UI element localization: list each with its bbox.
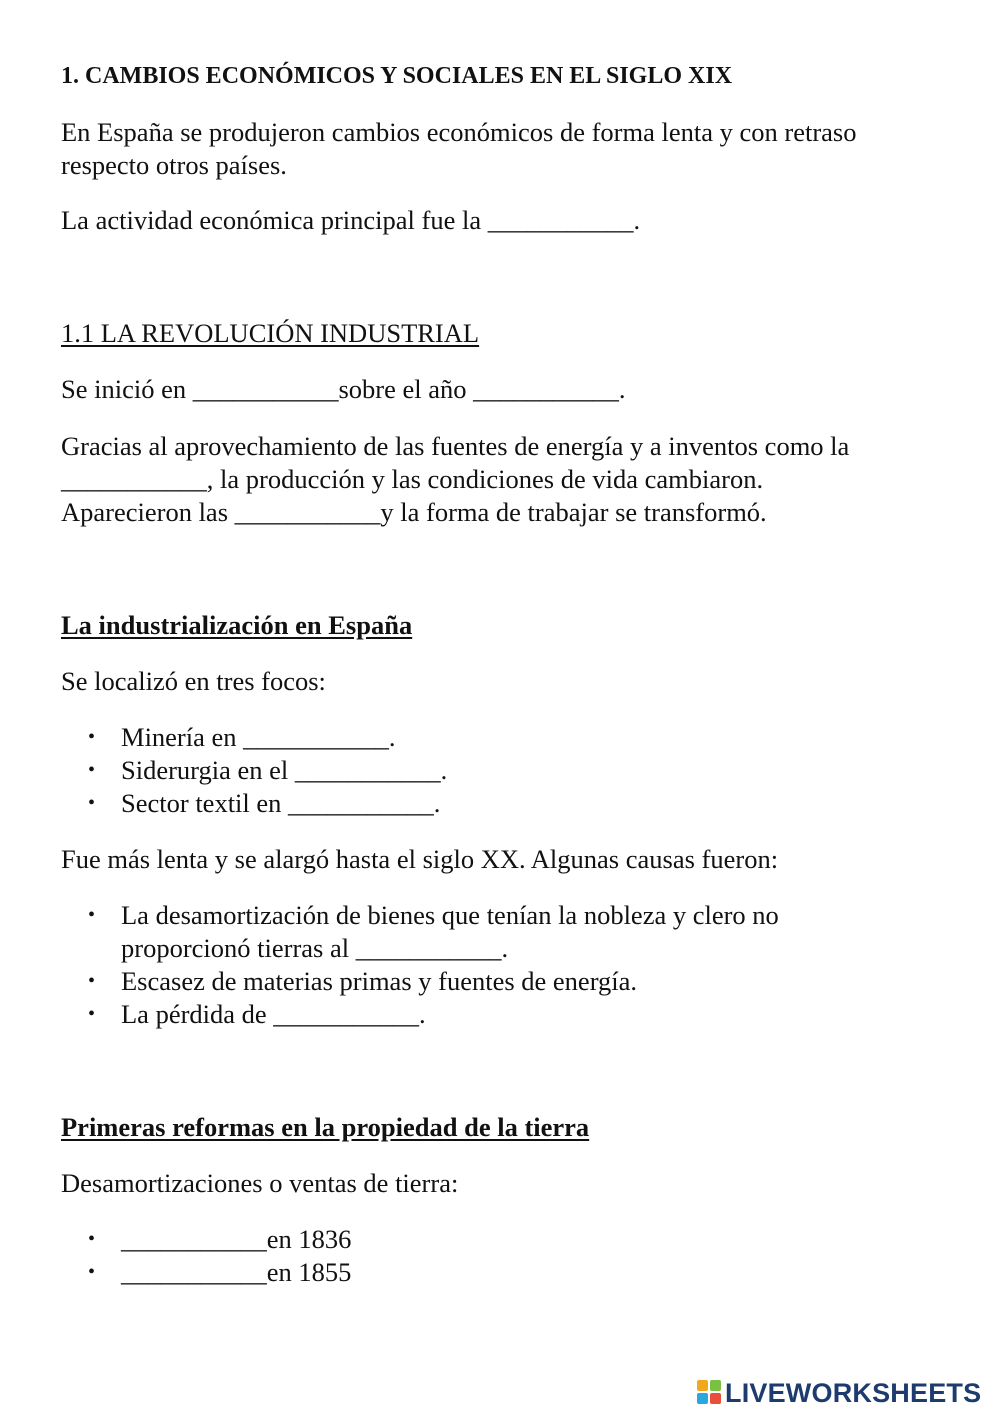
causas-intro: Fue más lenta y se alargó hasta el siglo XX. Algunas causas fueron: <box>61 844 779 874</box>
logo-square <box>710 1393 721 1404</box>
gracias-line-3: Aparecieron las ___________y la forma de trabajar se transformó. <box>61 497 767 527</box>
causas-list <box>61 899 779 1031</box>
logo-square <box>697 1380 708 1391</box>
gracias-line-2: ___________, la producción y las condiciones de vida cambiaron. <box>61 464 764 494</box>
list-item: • La desamortización de bienes que tenían la nobleza y clero no <box>88 900 779 930</box>
bullet-icon: • <box>88 1261 96 1283</box>
bullet-icon: • <box>88 1003 96 1025</box>
section-title-revolucion: 1.1 LA REVOLUCIÓN INDUSTRIAL <box>61 318 480 348</box>
list-item-continuation: proporcionó tierras al ___________. <box>121 933 509 963</box>
list-item: • ___________en 1855 <box>88 1257 352 1287</box>
gracias-line-1: Gracias al aprovechamiento de las fuentes de energía y a inventos como la <box>61 431 850 461</box>
intro-line-1: En España se produjeron cambios económicos de forma lenta y con retraso <box>61 117 857 147</box>
list-item: • Minería en ___________. <box>88 722 396 752</box>
logo-square <box>710 1380 721 1391</box>
list-item: • Escasez de materias primas y fuentes de energía. <box>88 966 638 996</box>
logo-square <box>697 1393 708 1404</box>
bullet-icon: • <box>88 759 96 781</box>
started-line: Se inició en ___________sobre el año ___________. <box>61 374 626 404</box>
intro-line-2: respecto otros países. <box>61 150 287 180</box>
liveworksheets-logo[interactable] <box>697 1376 981 1410</box>
bullet-icon: • <box>88 726 96 748</box>
bullet-icon: • <box>88 970 96 992</box>
desamortizaciones-intro: Desamortizaciones o ventas de tierra: <box>61 1168 459 1198</box>
list-item: • Siderurgia en el ___________. <box>88 755 448 785</box>
bullet-icon: • <box>88 1228 96 1250</box>
desamortizaciones-list <box>61 1223 351 1289</box>
activity-line: La actividad económica principal fue la ___________. <box>61 205 641 235</box>
section-title-reformas: Primeras reformas en la propiedad de la tierra <box>61 1112 590 1142</box>
section-title-industrializacion: La industrialización en España <box>61 610 413 640</box>
list-item: • La pérdida de ___________. <box>88 999 426 1029</box>
bullet-icon: • <box>88 792 96 814</box>
focos-intro: Se localizó en tres focos: <box>61 666 326 696</box>
main-heading: 1. CAMBIOS ECONÓMICOS Y SOCIALES EN EL SIGLO XIX <box>61 63 733 89</box>
list-item: • ___________en 1836 <box>88 1224 352 1254</box>
liveworksheets-logo-icon <box>697 1380 723 1406</box>
list-item: • Sector textil en ___________. <box>88 788 441 818</box>
liveworksheets-logo-text: LIVEWORKSHEETS <box>725 1377 982 1408</box>
bullet-icon: • <box>88 904 96 926</box>
focos-list <box>61 721 447 820</box>
